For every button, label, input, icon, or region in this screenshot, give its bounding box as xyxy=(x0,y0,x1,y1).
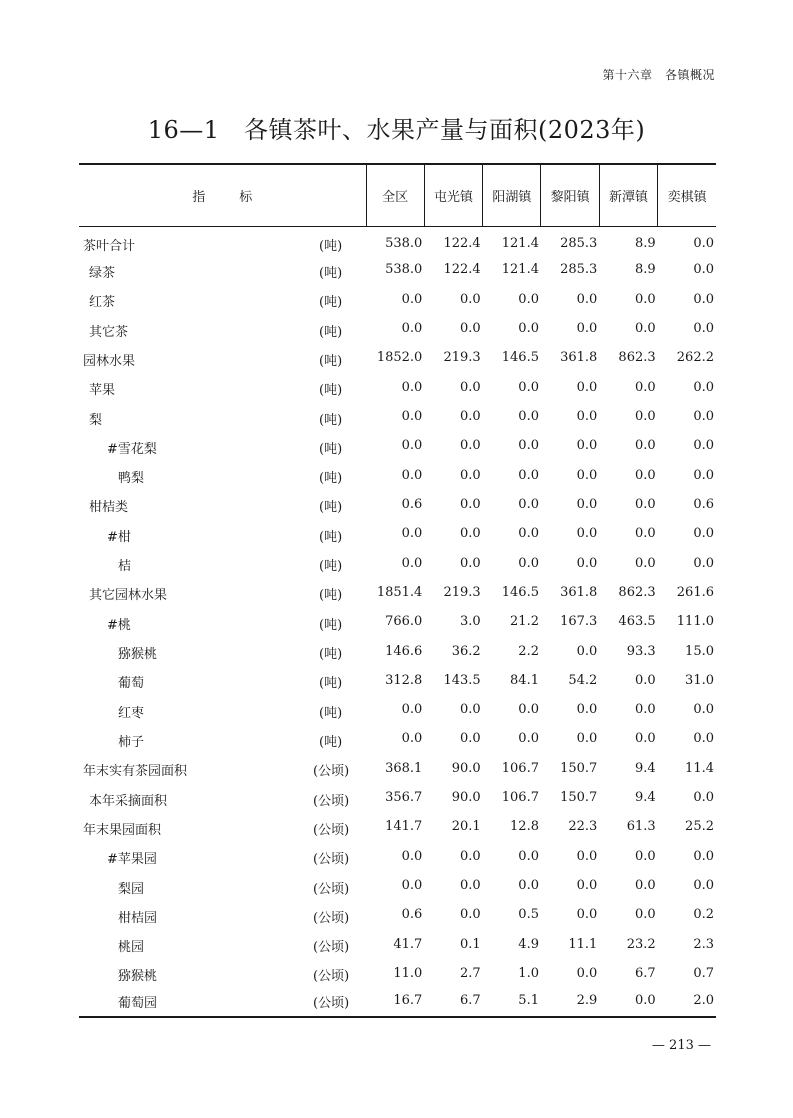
value-cell: 285.3 xyxy=(560,235,598,251)
value-cell: 538.0 xyxy=(385,235,423,251)
value-cell: 0.0 xyxy=(634,438,656,454)
row-label: 梨 xyxy=(89,412,103,428)
row-unit: (公顷) xyxy=(313,996,350,1012)
value-cell: 356.7 xyxy=(385,790,423,806)
table-row xyxy=(79,373,716,402)
row-label: #雪花梨 xyxy=(107,441,157,457)
value-cell: 0.0 xyxy=(459,878,481,894)
value-cell: 0.0 xyxy=(634,672,656,688)
value-cell: 20.1 xyxy=(451,819,481,835)
indicator-header: 指 标 xyxy=(79,164,366,226)
row-label-cell xyxy=(79,754,366,783)
row-unit: (吨) xyxy=(319,734,343,750)
row-label: 绿茶 xyxy=(89,265,116,281)
value-cell: 0.0 xyxy=(634,731,656,747)
row-unit: (吨) xyxy=(319,239,343,255)
value-cell: 0.0 xyxy=(634,379,656,395)
row-unit: (公顷) xyxy=(313,764,350,780)
row-label: 柑桔类 xyxy=(89,500,129,516)
value-cell: 0.0 xyxy=(634,291,656,307)
row-label: 桔 xyxy=(118,559,132,575)
value-cell: 862.3 xyxy=(618,584,656,600)
value-cell: 0.0 xyxy=(576,379,598,395)
value-cell: 2.9 xyxy=(541,988,599,1017)
value-cell: 0.0 xyxy=(576,526,598,542)
value-cell: 167.3 xyxy=(560,614,598,630)
row-label-cell xyxy=(79,900,366,929)
row-label: 其它茶 xyxy=(89,324,129,340)
row-unit: (吨) xyxy=(319,324,343,340)
value-cell: 0.0 xyxy=(518,409,539,425)
page-title: 16—1 各镇茶叶、水果产量与面积(2023年) xyxy=(147,116,646,144)
value-cell: 9.4 xyxy=(634,760,656,776)
value-cell: 0.0 xyxy=(518,555,539,571)
value-cell: 0.0 xyxy=(634,555,656,571)
table-row xyxy=(79,930,716,959)
value-cell: 0.0 xyxy=(459,409,481,425)
value-cell: 0.0 xyxy=(693,321,714,337)
value-cell: 121.4 xyxy=(501,235,539,251)
value-cell: 12.8 xyxy=(510,819,539,835)
row-label-cell xyxy=(79,666,366,695)
value-cell: 106.7 xyxy=(501,790,539,806)
row-label: 葡萄园 xyxy=(118,996,158,1012)
value-cell: 16.7 xyxy=(366,988,424,1017)
value-cell: 31.0 xyxy=(685,672,714,688)
value-cell: 0.0 xyxy=(401,321,423,337)
value-cell: 0.0 xyxy=(634,907,656,923)
value-cell: 0.0 xyxy=(693,790,714,806)
table-header-row xyxy=(79,164,716,226)
value-cell: 0.0 xyxy=(401,878,423,894)
row-label-cell xyxy=(79,812,366,841)
row-label-cell xyxy=(79,724,366,753)
value-cell: 0.0 xyxy=(401,555,423,571)
value-cell: 8.9 xyxy=(634,235,656,251)
row-unit: (吨) xyxy=(319,295,343,311)
row-label-cell xyxy=(79,930,366,959)
row-label-cell xyxy=(79,490,366,519)
row-unit: (吨) xyxy=(319,383,343,399)
value-cell: 0.0 xyxy=(459,907,481,923)
value-cell: 3.0 xyxy=(459,614,481,630)
value-cell: 0.0 xyxy=(576,496,598,512)
row-label: 红枣 xyxy=(118,705,145,721)
value-cell: 0.0 xyxy=(693,291,714,307)
value-cell: 90.0 xyxy=(451,760,481,776)
table-row xyxy=(79,636,716,665)
value-cell: 0.0 xyxy=(576,555,598,571)
value-cell: 0.0 xyxy=(693,848,714,864)
row-label-cell xyxy=(79,343,366,372)
value-cell: 0.0 xyxy=(634,321,656,337)
row-label: 柿子 xyxy=(118,734,145,750)
value-cell: 122.4 xyxy=(443,262,481,278)
value-cell: 111.0 xyxy=(676,614,714,630)
value-cell: 0.0 xyxy=(401,526,423,542)
row-label: 园林水果 xyxy=(83,353,136,369)
table-row xyxy=(79,754,716,783)
row-label-cell xyxy=(79,607,366,636)
value-cell: 25.2 xyxy=(685,819,714,835)
row-label: #苹果园 xyxy=(107,852,157,868)
table-row xyxy=(79,871,716,900)
row-unit: (吨) xyxy=(319,353,343,369)
row-label-cell xyxy=(79,783,366,812)
page-number: — 213 — xyxy=(651,1038,711,1053)
column-header-town: 奕棋镇 xyxy=(658,164,716,226)
row-label: 柑桔园 xyxy=(118,910,158,926)
value-cell: 766.0 xyxy=(385,614,423,630)
value-cell: 0.0 xyxy=(459,496,481,512)
row-unit: (公顷) xyxy=(313,822,350,838)
row-label-cell xyxy=(79,226,366,255)
value-cell: 2.7 xyxy=(459,965,481,981)
value-cell: 262.2 xyxy=(676,350,714,366)
value-cell: 6.7 xyxy=(634,965,656,981)
value-cell: 0.0 xyxy=(518,848,539,864)
value-cell: 0.0 xyxy=(693,438,714,454)
row-label-cell xyxy=(79,842,366,871)
value-cell: 0.0 xyxy=(401,848,423,864)
value-cell: 0.7 xyxy=(693,965,714,981)
value-cell: 862.3 xyxy=(618,350,656,366)
value-cell: 0.5 xyxy=(518,907,539,923)
row-label: 红茶 xyxy=(89,295,116,311)
value-cell: 106.7 xyxy=(501,760,539,776)
value-cell: 9.4 xyxy=(634,790,656,806)
value-cell: 0.0 xyxy=(576,702,598,718)
value-cell: 11.4 xyxy=(685,760,714,776)
value-cell: 0.0 xyxy=(459,555,481,571)
value-cell: 0.2 xyxy=(693,907,714,923)
value-cell: 0.0 xyxy=(401,702,423,718)
row-label: 本年采摘面积 xyxy=(89,793,168,809)
value-cell: 21.2 xyxy=(510,614,539,630)
value-cell: 361.8 xyxy=(560,584,598,600)
value-cell: 41.7 xyxy=(393,936,423,952)
value-cell: 368.1 xyxy=(385,760,423,776)
table-row xyxy=(79,959,716,988)
row-label-cell xyxy=(79,636,366,665)
column-header-total: 全区 xyxy=(366,164,424,226)
row-unit: (吨) xyxy=(319,529,343,545)
value-cell: 0.0 xyxy=(518,702,539,718)
row-unit: (吨) xyxy=(319,265,343,281)
row-label: 桃园 xyxy=(118,940,145,956)
value-cell: 36.2 xyxy=(451,643,481,659)
value-cell: 0.0 xyxy=(634,526,656,542)
value-cell: 0.0 xyxy=(576,321,598,337)
table-row xyxy=(79,812,716,841)
value-cell: 54.2 xyxy=(568,672,598,688)
value-cell: 261.6 xyxy=(676,584,714,600)
value-cell: 0.0 xyxy=(576,965,598,981)
value-cell: 0.0 xyxy=(634,467,656,483)
value-cell: 0.0 xyxy=(693,235,714,251)
value-cell: 0.0 xyxy=(459,291,481,307)
value-cell: 146.5 xyxy=(501,584,539,600)
value-cell: 0.0 xyxy=(401,467,423,483)
value-cell: 0.0 xyxy=(401,291,423,307)
value-cell: 361.8 xyxy=(560,350,598,366)
value-cell: 11.0 xyxy=(393,965,423,981)
value-cell: 2.2 xyxy=(518,643,539,659)
value-cell: 0.0 xyxy=(693,731,714,747)
value-cell: 0.0 xyxy=(518,291,539,307)
value-cell: 1.0 xyxy=(518,965,539,981)
value-cell: 312.8 xyxy=(385,672,423,688)
table-row xyxy=(79,842,716,871)
value-cell: 0.0 xyxy=(599,988,657,1017)
value-cell: 0.0 xyxy=(693,702,714,718)
table-row xyxy=(79,255,716,284)
value-cell: 0.0 xyxy=(518,496,539,512)
row-label-cell xyxy=(79,255,366,284)
row-label: 其它园林水果 xyxy=(89,588,168,604)
value-cell: 0.0 xyxy=(518,526,539,542)
value-cell: 219.3 xyxy=(443,350,481,366)
row-label: #桃 xyxy=(107,617,131,633)
row-label-cell xyxy=(79,402,366,431)
row-unit: (吨) xyxy=(319,412,343,428)
row-unit: (公顷) xyxy=(313,910,350,926)
table-row xyxy=(79,226,716,255)
row-label-cell xyxy=(79,871,366,900)
value-cell: 0.0 xyxy=(576,291,598,307)
value-cell: 15.0 xyxy=(685,643,714,659)
row-label: 年末果园面积 xyxy=(83,822,162,838)
value-cell: 0.0 xyxy=(459,438,481,454)
value-cell: 0.6 xyxy=(693,496,714,512)
value-cell: 0.0 xyxy=(518,379,539,395)
table-row xyxy=(79,900,716,929)
value-cell: 6.7 xyxy=(424,988,482,1017)
value-cell: 122.4 xyxy=(443,235,481,251)
value-cell: 0.0 xyxy=(518,467,539,483)
value-cell: 11.1 xyxy=(568,936,598,952)
value-cell: 1852.0 xyxy=(376,350,423,366)
value-cell: 0.6 xyxy=(401,907,423,923)
value-cell: 22.3 xyxy=(568,819,598,835)
value-cell: 2.0 xyxy=(658,988,716,1017)
row-unit: (吨) xyxy=(319,676,343,692)
value-cell: 0.0 xyxy=(693,878,714,894)
value-cell: 0.1 xyxy=(459,936,481,952)
value-cell: 143.5 xyxy=(443,672,481,688)
row-label-cell xyxy=(79,519,366,548)
row-label-cell xyxy=(79,988,366,1017)
row-unit: (吨) xyxy=(319,441,343,457)
value-cell: 23.2 xyxy=(626,936,656,952)
row-unit: (吨) xyxy=(319,647,343,663)
value-cell: 84.1 xyxy=(510,672,539,688)
value-cell: 0.0 xyxy=(459,526,481,542)
value-cell: 463.5 xyxy=(618,614,656,630)
column-header-town: 屯光镇 xyxy=(424,164,482,226)
value-cell: 150.7 xyxy=(560,760,598,776)
value-cell: 0.0 xyxy=(693,555,714,571)
row-unit: (公顷) xyxy=(313,881,350,897)
row-label-cell xyxy=(79,461,366,490)
row-label-cell xyxy=(79,373,366,402)
row-label: #柑 xyxy=(107,529,131,545)
table-row xyxy=(79,314,716,343)
value-cell: 0.0 xyxy=(634,496,656,512)
value-cell: 0.0 xyxy=(459,702,481,718)
row-unit: (公顷) xyxy=(313,793,350,809)
row-label-cell xyxy=(79,959,366,988)
value-cell: 0.0 xyxy=(576,878,598,894)
table-row xyxy=(79,461,716,490)
value-cell: 0.0 xyxy=(634,848,656,864)
row-label-cell xyxy=(79,285,366,314)
table-row xyxy=(79,431,716,460)
value-cell: 285.3 xyxy=(560,262,598,278)
value-cell: 0.0 xyxy=(401,379,423,395)
table-row xyxy=(79,548,716,577)
value-cell: 146.6 xyxy=(385,643,423,659)
value-cell: 0.6 xyxy=(401,496,423,512)
value-cell: 0.0 xyxy=(693,379,714,395)
table-row xyxy=(79,988,716,1017)
table-row xyxy=(79,402,716,431)
row-label-cell xyxy=(79,431,366,460)
table-row xyxy=(79,607,716,636)
value-cell: 0.0 xyxy=(401,438,423,454)
value-cell: 219.3 xyxy=(443,584,481,600)
value-cell: 0.0 xyxy=(459,379,481,395)
row-label: 苹果 xyxy=(89,383,116,399)
row-label: 年末实有茶园面积 xyxy=(83,764,188,780)
value-cell: 0.0 xyxy=(518,878,539,894)
value-cell: 0.0 xyxy=(576,467,598,483)
table-row xyxy=(79,578,716,607)
row-unit: (公顷) xyxy=(313,940,350,956)
value-cell: 0.0 xyxy=(518,438,539,454)
value-cell: 0.0 xyxy=(401,731,423,747)
row-label: 梨园 xyxy=(118,881,145,897)
value-cell: 90.0 xyxy=(451,790,481,806)
value-cell: 0.0 xyxy=(576,643,598,659)
row-label: 葡萄 xyxy=(118,676,145,692)
value-cell: 8.9 xyxy=(634,262,656,278)
column-header-town: 新潭镇 xyxy=(599,164,657,226)
value-cell: 0.0 xyxy=(459,321,481,337)
value-cell: 141.7 xyxy=(385,819,423,835)
value-cell: 0.0 xyxy=(576,438,598,454)
row-label-cell xyxy=(79,578,366,607)
row-unit: (吨) xyxy=(319,500,343,516)
value-cell: 93.3 xyxy=(626,643,656,659)
row-label-cell xyxy=(79,695,366,724)
statistics-table xyxy=(79,163,716,1018)
value-cell: 0.0 xyxy=(518,321,539,337)
row-unit: (公顷) xyxy=(313,969,350,985)
row-unit: (公顷) xyxy=(313,852,350,868)
row-label-cell xyxy=(79,314,366,343)
value-cell: 61.3 xyxy=(626,819,656,835)
value-cell: 0.0 xyxy=(693,526,714,542)
value-cell: 0.0 xyxy=(634,702,656,718)
table-row xyxy=(79,666,716,695)
value-cell: 121.4 xyxy=(501,262,539,278)
value-cell: 0.0 xyxy=(401,409,423,425)
row-label: 茶叶合计 xyxy=(83,239,136,255)
value-cell: 5.1 xyxy=(483,988,541,1017)
value-cell: 4.9 xyxy=(518,936,539,952)
value-cell: 0.0 xyxy=(576,848,598,864)
value-cell: 0.0 xyxy=(576,409,598,425)
value-cell: 2.3 xyxy=(693,936,714,952)
row-unit: (吨) xyxy=(319,559,343,575)
table-row xyxy=(79,783,716,812)
value-cell: 1851.4 xyxy=(376,584,423,600)
value-cell: 0.0 xyxy=(576,731,598,747)
table-row xyxy=(79,724,716,753)
value-cell: 0.0 xyxy=(459,848,481,864)
row-label: 猕猴桃 xyxy=(118,647,158,663)
value-cell: 0.0 xyxy=(576,907,598,923)
table-row xyxy=(79,519,716,548)
value-cell: 0.0 xyxy=(459,467,481,483)
column-header-town: 黎阳镇 xyxy=(541,164,599,226)
row-unit: (吨) xyxy=(319,471,343,487)
table-row xyxy=(79,343,716,372)
table-row xyxy=(79,695,716,724)
value-cell: 0.0 xyxy=(518,731,539,747)
row-label: 鸭梨 xyxy=(118,471,145,487)
value-cell: 0.0 xyxy=(693,467,714,483)
chapter-header: 第十六章 各镇概况 xyxy=(602,68,715,82)
value-cell: 150.7 xyxy=(560,790,598,806)
row-label-cell xyxy=(79,548,366,577)
row-unit: (吨) xyxy=(319,705,343,721)
row-unit: (吨) xyxy=(319,617,343,633)
table-row xyxy=(79,285,716,314)
value-cell: 0.0 xyxy=(693,262,714,278)
row-label: 猕猴桃 xyxy=(118,969,158,985)
value-cell: 146.5 xyxy=(501,350,539,366)
value-cell: 0.0 xyxy=(634,409,656,425)
column-header-town: 阳湖镇 xyxy=(483,164,541,226)
value-cell: 0.0 xyxy=(459,731,481,747)
row-unit: (吨) xyxy=(319,588,343,604)
table-row xyxy=(79,490,716,519)
value-cell: 538.0 xyxy=(385,262,423,278)
value-cell: 0.0 xyxy=(693,409,714,425)
value-cell: 0.0 xyxy=(634,878,656,894)
